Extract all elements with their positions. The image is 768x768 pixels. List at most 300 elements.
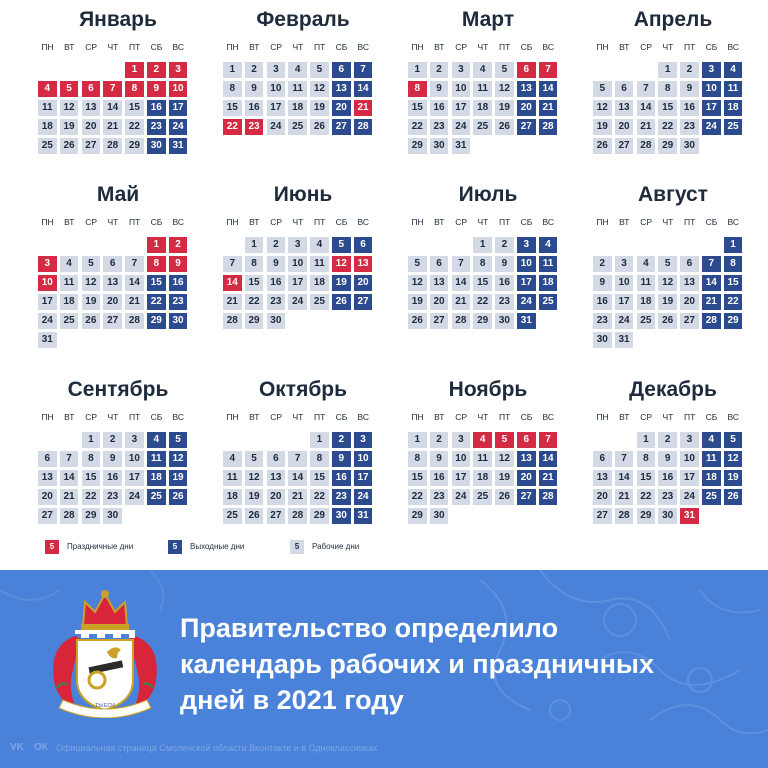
work-day: 10 <box>452 451 471 467</box>
weekday-label: ВТ <box>619 42 630 52</box>
vk-icon[interactable]: VK <box>10 742 24 753</box>
day-off: 10 <box>354 451 373 467</box>
odnoklassniki-icon[interactable]: ОК <box>34 742 48 753</box>
work-day: 25 <box>637 313 656 329</box>
day-off: 14 <box>539 451 558 467</box>
work-day: 12 <box>82 275 101 291</box>
weekday-label: СР <box>640 42 652 52</box>
day-off: 4 <box>539 237 558 253</box>
work-day: 24 <box>452 489 471 505</box>
day-off: 24 <box>702 119 721 135</box>
weekday-label: СР <box>455 42 467 52</box>
holiday-day: 12 <box>332 256 351 272</box>
work-day: 15 <box>245 275 264 291</box>
day-off: 17 <box>517 275 536 291</box>
weekday-label: СР <box>270 217 282 227</box>
day-off: 14 <box>539 81 558 97</box>
work-day: 23 <box>658 489 677 505</box>
work-day: 13 <box>103 275 122 291</box>
month-9 <box>38 370 198 545</box>
work-day: 21 <box>103 119 122 135</box>
work-day: 19 <box>593 119 612 135</box>
day-off: 18 <box>724 100 743 116</box>
work-day: 24 <box>288 294 307 310</box>
work-day: 6 <box>615 81 634 97</box>
work-day: 24 <box>615 313 634 329</box>
work-day: 21 <box>125 294 144 310</box>
weekday-header <box>593 42 753 54</box>
day-off: 9 <box>332 451 351 467</box>
day-off: 8 <box>724 256 743 272</box>
work-day: 6 <box>680 256 699 272</box>
legend-off-label: Выходные дни <box>190 542 245 551</box>
work-day: 2 <box>680 62 699 78</box>
work-day: 10 <box>288 256 307 272</box>
day-off: 2 <box>332 432 351 448</box>
work-day: 3 <box>452 432 471 448</box>
month-12 <box>593 370 753 545</box>
day-off: 25 <box>724 119 743 135</box>
work-day: 16 <box>593 294 612 310</box>
work-day: 7 <box>288 451 307 467</box>
work-day: 14 <box>452 275 471 291</box>
work-day: 18 <box>223 489 242 505</box>
work-day: 18 <box>38 119 57 135</box>
day-off: 17 <box>354 470 373 486</box>
work-day: 1 <box>408 62 427 78</box>
work-day: 25 <box>223 508 242 524</box>
work-day: 1 <box>223 62 242 78</box>
day-grid <box>223 237 383 347</box>
holiday-day: 23 <box>245 119 264 135</box>
holiday-day: 2 <box>147 62 166 78</box>
work-day: 8 <box>82 451 101 467</box>
work-day: 1 <box>473 237 492 253</box>
work-day: 28 <box>125 313 144 329</box>
day-off: 16 <box>332 470 351 486</box>
work-day: 17 <box>288 275 307 291</box>
work-day: 15 <box>408 100 427 116</box>
weekday-label: ПН <box>41 42 54 52</box>
day-off: 6 <box>354 237 373 253</box>
month-title: Июнь <box>273 183 333 206</box>
day-off: 29 <box>147 313 166 329</box>
work-day: 4 <box>310 237 329 253</box>
day-off: 31 <box>517 313 536 329</box>
work-day: 14 <box>103 100 122 116</box>
day-off: 26 <box>724 489 743 505</box>
work-day: 3 <box>125 432 144 448</box>
weekday-label: ВС <box>172 412 185 422</box>
month-11 <box>408 370 568 545</box>
month-6 <box>223 175 383 350</box>
work-day: 12 <box>245 470 264 486</box>
work-day: 26 <box>593 138 612 154</box>
work-day: 5 <box>495 62 514 78</box>
holiday-day: 22 <box>223 119 242 135</box>
work-day: 22 <box>637 489 656 505</box>
weekday-label: ПТ <box>129 42 141 52</box>
work-day: 20 <box>267 489 286 505</box>
work-day: 17 <box>452 100 471 116</box>
work-day: 12 <box>408 275 427 291</box>
work-day: 6 <box>593 451 612 467</box>
work-day: 10 <box>615 275 634 291</box>
day-off: 3 <box>702 62 721 78</box>
weekday-label: ЧТ <box>292 42 304 52</box>
work-day: 3 <box>267 62 286 78</box>
weekday-label: ПН <box>226 217 239 227</box>
work-day: 9 <box>267 256 286 272</box>
weekday-header <box>223 412 383 424</box>
work-day: 30 <box>430 508 449 524</box>
work-day: 8 <box>658 81 677 97</box>
coat-motto: ТЫ ЕСИ <box>95 703 115 709</box>
work-day: 14 <box>615 470 634 486</box>
legend <box>0 540 768 558</box>
holiday-day: 21 <box>354 100 373 116</box>
work-day: 6 <box>103 256 122 272</box>
work-day: 21 <box>288 489 307 505</box>
work-day: 22 <box>310 489 329 505</box>
work-day: 13 <box>593 470 612 486</box>
work-day: 20 <box>38 489 57 505</box>
day-off: 29 <box>724 313 743 329</box>
work-day: 26 <box>658 313 677 329</box>
weekday-label: ПТ <box>314 217 326 227</box>
day-off: 5 <box>169 432 188 448</box>
work-day: 5 <box>408 256 427 272</box>
holiday-day: 10 <box>38 275 57 291</box>
work-day: 18 <box>473 470 492 486</box>
weekday-label: ЧТ <box>107 42 119 52</box>
work-day: 15 <box>408 470 427 486</box>
work-day: 29 <box>408 138 427 154</box>
holiday-day: 10 <box>169 81 188 97</box>
day-off: 20 <box>517 100 536 116</box>
work-day: 29 <box>473 313 492 329</box>
work-day: 10 <box>125 451 144 467</box>
holiday-day: 7 <box>103 81 122 97</box>
work-day: 25 <box>310 294 329 310</box>
day-grid <box>408 237 568 347</box>
weekday-label: СБ <box>520 217 533 227</box>
work-day: 8 <box>408 451 427 467</box>
work-day: 24 <box>125 489 144 505</box>
work-day: 7 <box>223 256 242 272</box>
work-day: 1 <box>637 432 656 448</box>
day-off: 24 <box>517 294 536 310</box>
work-day: 21 <box>637 119 656 135</box>
day-off: 30 <box>332 508 351 524</box>
weekday-label: ПН <box>596 412 609 422</box>
weekday-label: СБ <box>705 412 718 422</box>
weekday-label: ПТ <box>499 42 511 52</box>
day-off: 22 <box>724 294 743 310</box>
weekday-label: ВС <box>172 42 185 52</box>
work-day: 6 <box>267 451 286 467</box>
work-day: 29 <box>310 508 329 524</box>
legend-holiday-label: Праздничные дни <box>67 542 134 551</box>
day-off: 3 <box>354 432 373 448</box>
work-day: 18 <box>60 294 79 310</box>
day-off: 22 <box>147 294 166 310</box>
weekday-label: ЧТ <box>662 42 674 52</box>
holiday-day: 5 <box>495 432 514 448</box>
weekday-label: ПТ <box>314 42 326 52</box>
day-off: 18 <box>147 470 166 486</box>
work-day: 9 <box>245 81 264 97</box>
work-day: 27 <box>82 138 101 154</box>
weekday-label: ПН <box>596 217 609 227</box>
holiday-day: 14 <box>223 275 242 291</box>
weekday-label: ЧТ <box>292 217 304 227</box>
day-grid <box>38 237 198 347</box>
work-day: 18 <box>310 275 329 291</box>
work-day: 16 <box>103 470 122 486</box>
work-day: 23 <box>680 119 699 135</box>
work-day: 2 <box>495 237 514 253</box>
work-day: 27 <box>615 138 634 154</box>
weekday-label: ВТ <box>64 412 75 422</box>
weekday-label: ВС <box>357 412 370 422</box>
work-day: 20 <box>82 119 101 135</box>
work-day: 2 <box>245 62 264 78</box>
holiday-day: 7 <box>539 432 558 448</box>
day-off: 20 <box>517 470 536 486</box>
holiday-day: 31 <box>680 508 699 524</box>
day-off: 7 <box>702 256 721 272</box>
work-day: 15 <box>473 275 492 291</box>
weekday-label: ЧТ <box>477 412 489 422</box>
weekday-label: ВТ <box>619 412 630 422</box>
work-day: 12 <box>495 81 514 97</box>
work-day: 18 <box>288 100 307 116</box>
day-off: 11 <box>147 451 166 467</box>
weekday-label: ВТ <box>64 42 75 52</box>
work-day: 11 <box>223 470 242 486</box>
holiday-day: 1 <box>147 237 166 253</box>
work-day: 12 <box>495 451 514 467</box>
work-day: 26 <box>82 313 101 329</box>
holiday-day: 3 <box>169 62 188 78</box>
month-title: Февраль <box>256 8 350 31</box>
work-day: 17 <box>125 470 144 486</box>
day-off: 4 <box>702 432 721 448</box>
holiday-day: 6 <box>82 81 101 97</box>
day-grid <box>38 62 198 172</box>
day-off: 31 <box>354 508 373 524</box>
weekday-label: ВТ <box>64 217 75 227</box>
work-day: 27 <box>680 313 699 329</box>
day-off: 23 <box>169 294 188 310</box>
weekday-header <box>593 412 753 424</box>
holiday-day: 4 <box>473 432 492 448</box>
weekday-label: ПН <box>411 42 424 52</box>
work-day: 17 <box>680 470 699 486</box>
day-off: 27 <box>517 119 536 135</box>
weekday-label: ПТ <box>499 412 511 422</box>
day-off: 4 <box>724 62 743 78</box>
weekday-label: СР <box>270 42 282 52</box>
holiday-day: 5 <box>60 81 79 97</box>
work-day: 4 <box>288 62 307 78</box>
day-off: 21 <box>702 294 721 310</box>
work-day: 13 <box>267 470 286 486</box>
day-off: 24 <box>169 119 188 135</box>
work-day: 20 <box>430 294 449 310</box>
day-off: 14 <box>702 275 721 291</box>
holiday-day: 8 <box>147 256 166 272</box>
weekday-label: ЧТ <box>477 217 489 227</box>
work-day: 16 <box>267 275 286 291</box>
weekday-header <box>38 412 198 424</box>
work-day: 2 <box>103 432 122 448</box>
work-day: 22 <box>125 119 144 135</box>
work-day: 11 <box>637 275 656 291</box>
day-off: 27 <box>332 119 351 135</box>
work-day: 8 <box>310 451 329 467</box>
day-off: 7 <box>354 62 373 78</box>
month-7 <box>408 175 568 350</box>
weekday-label: СБ <box>705 42 718 52</box>
work-day: 22 <box>473 294 492 310</box>
work-day: 19 <box>495 470 514 486</box>
work-day: 19 <box>658 294 677 310</box>
work-day: 30 <box>593 332 612 348</box>
weekday-label: ПН <box>41 412 54 422</box>
work-day: 22 <box>408 489 427 505</box>
work-day: 1 <box>408 432 427 448</box>
work-day: 21 <box>452 294 471 310</box>
work-day: 30 <box>103 508 122 524</box>
month-4 <box>593 0 753 175</box>
weekday-label: ВТ <box>619 217 630 227</box>
work-day: 28 <box>288 508 307 524</box>
work-day: 4 <box>223 451 242 467</box>
work-day: 29 <box>245 313 264 329</box>
weekday-label: ВТ <box>249 42 260 52</box>
work-day: 12 <box>658 275 677 291</box>
work-day: 28 <box>615 508 634 524</box>
holiday-day: 13 <box>354 256 373 272</box>
day-off: 16 <box>147 100 166 116</box>
work-day: 17 <box>452 470 471 486</box>
footer-text: Официальная страница Смоленской области Вконтакте и в Одноклассниках <box>56 743 378 753</box>
legend-off-swatch: 5 <box>168 540 182 554</box>
weekday-label: ПТ <box>684 42 696 52</box>
weekday-label: ВТ <box>434 217 445 227</box>
day-off: 26 <box>332 294 351 310</box>
work-day: 13 <box>38 470 57 486</box>
day-off: 19 <box>169 470 188 486</box>
work-day: 4 <box>60 256 79 272</box>
weekday-label: СБ <box>150 42 163 52</box>
work-day: 29 <box>125 138 144 154</box>
work-day: 26 <box>245 508 264 524</box>
work-day: 9 <box>430 451 449 467</box>
day-grid <box>223 62 383 172</box>
weekday-label: СБ <box>150 412 163 422</box>
work-day: 25 <box>473 119 492 135</box>
day-grid <box>593 62 753 172</box>
weekday-label: СР <box>455 412 467 422</box>
weekday-label: ВС <box>542 217 555 227</box>
work-day: 13 <box>430 275 449 291</box>
weekday-header <box>38 42 198 54</box>
day-off: 28 <box>702 313 721 329</box>
day-off: 19 <box>724 470 743 486</box>
day-off: 30 <box>169 313 188 329</box>
banner <box>0 570 768 768</box>
weekday-label: ВС <box>357 217 370 227</box>
day-off: 25 <box>539 294 558 310</box>
legend-work-label: Рабочие дни <box>312 542 360 551</box>
work-day: 29 <box>637 508 656 524</box>
weekday-label: ВС <box>542 412 555 422</box>
holiday-day: 4 <box>38 81 57 97</box>
holiday-day: 8 <box>408 81 427 97</box>
work-day: 28 <box>60 508 79 524</box>
weekday-label: ВТ <box>249 217 260 227</box>
work-day: 8 <box>245 256 264 272</box>
weekday-label: ВС <box>542 42 555 52</box>
month-1 <box>38 0 198 175</box>
day-off: 12 <box>169 451 188 467</box>
day-off: 10 <box>517 256 536 272</box>
weekday-label: ПН <box>411 217 424 227</box>
day-off: 13 <box>517 451 536 467</box>
work-day: 26 <box>310 119 329 135</box>
work-day: 13 <box>82 100 101 116</box>
weekday-label: СБ <box>520 412 533 422</box>
work-day: 7 <box>452 256 471 272</box>
smolensk-coat-of-arms-icon <box>45 588 165 718</box>
work-day: 30 <box>495 313 514 329</box>
work-day: 12 <box>593 100 612 116</box>
work-day: 27 <box>593 508 612 524</box>
work-day: 2 <box>593 256 612 272</box>
weekday-label: СР <box>640 217 652 227</box>
work-day: 26 <box>60 138 79 154</box>
day-off: 10 <box>702 81 721 97</box>
weekday-label: СР <box>85 217 97 227</box>
work-day: 10 <box>680 451 699 467</box>
work-day: 6 <box>430 256 449 272</box>
work-day: 22 <box>82 489 101 505</box>
work-day: 3 <box>452 62 471 78</box>
month-title: Май <box>96 183 140 206</box>
work-day: 4 <box>473 62 492 78</box>
day-off: 16 <box>169 275 188 291</box>
work-day: 31 <box>615 332 634 348</box>
day-off: 30 <box>147 138 166 154</box>
work-day: 8 <box>637 451 656 467</box>
day-grid <box>408 432 568 542</box>
weekday-label: СБ <box>150 217 163 227</box>
work-day: 9 <box>103 451 122 467</box>
work-day: 20 <box>615 119 634 135</box>
work-day: 1 <box>245 237 264 253</box>
work-day: 9 <box>658 451 677 467</box>
day-off: 28 <box>539 119 558 135</box>
work-day: 8 <box>223 81 242 97</box>
footer <box>10 742 750 758</box>
banner-title: Правительство определило календарь рабочих и праздничных дней в 2021 году <box>180 613 654 715</box>
work-day: 1 <box>658 62 677 78</box>
weekday-label: СБ <box>335 412 348 422</box>
holiday-day: 6 <box>517 62 536 78</box>
